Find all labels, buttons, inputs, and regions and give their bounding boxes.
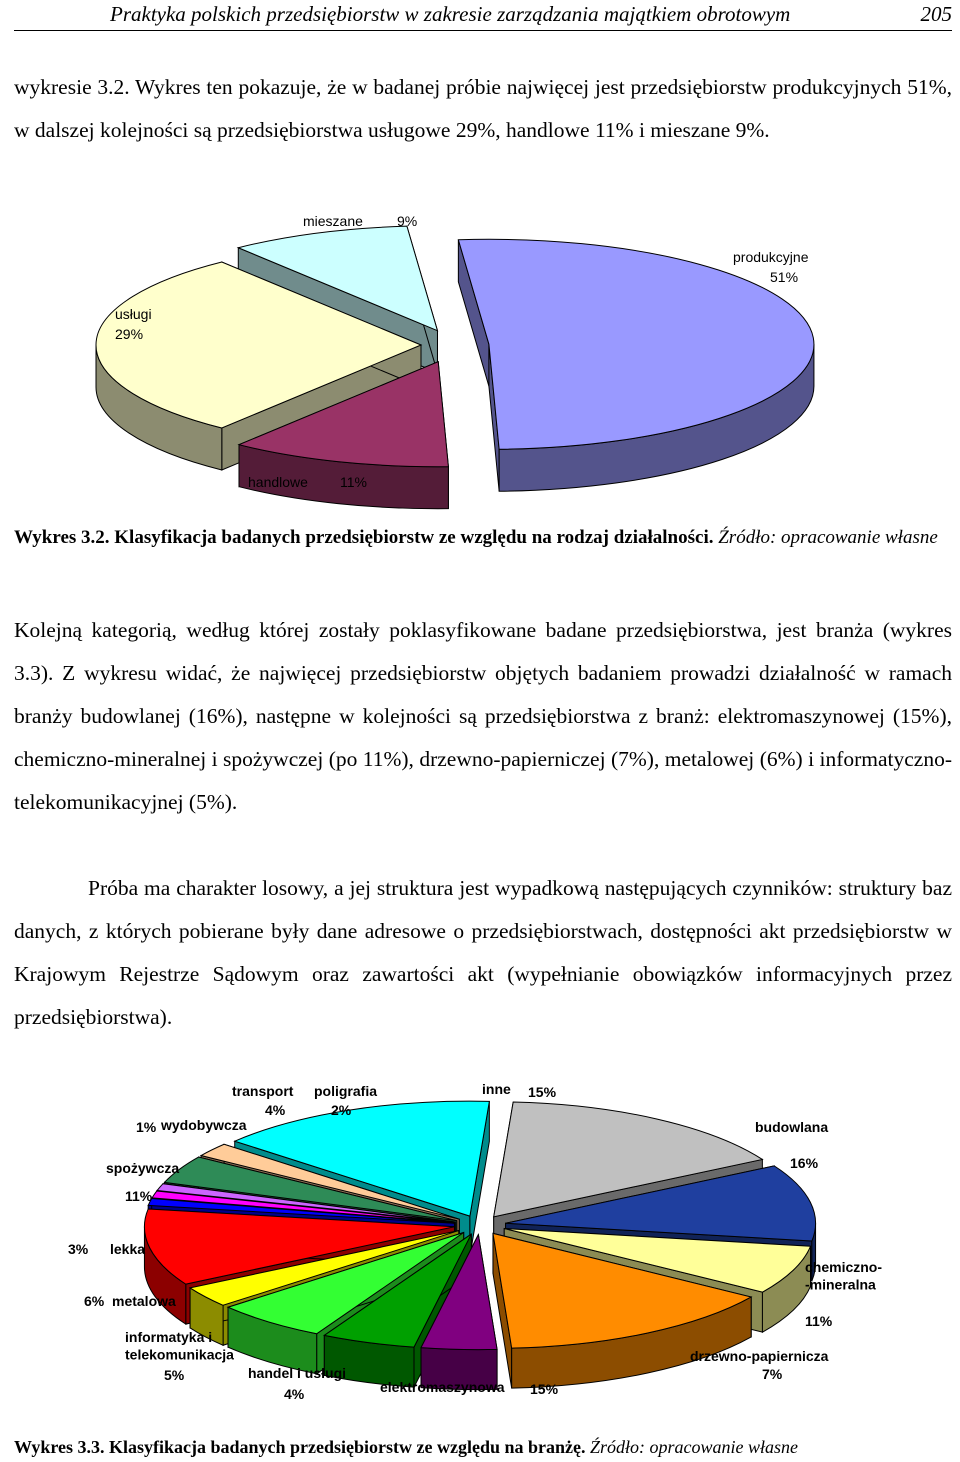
- caption-1-source: Źródło: opracowanie własne: [718, 527, 938, 548]
- value-drzewno-papiernicza: 7%: [762, 1366, 783, 1382]
- caption-2-source: Źródło: opracowanie własne: [590, 1437, 799, 1457]
- chart-business-type: [0, 190, 960, 630]
- chart-industry: [0, 1070, 960, 1430]
- value-lekka: 3%: [68, 1241, 89, 1257]
- figure-caption-1: [14, 525, 952, 550]
- value-informatyka-i-telekomunikacja: 5%: [164, 1367, 185, 1383]
- label-metalowa: metalowa: [112, 1293, 176, 1309]
- pie-slice-produkcyjne: [458, 239, 814, 491]
- caption-1-title: Wykres 3.2. Klasyfikacja badanych przedsiębiorstw ze względu na rodzaj działalności.: [14, 527, 714, 548]
- running-title: Praktyka polskich przedsiębiorstw w zakresie zarządzania majątkiem obrotowym: [110, 2, 791, 26]
- value-spożywcza: 11%: [125, 1188, 153, 1204]
- label-inne: inne: [482, 1081, 511, 1097]
- value-inne: 15%: [528, 1084, 557, 1100]
- running-header: [14, 0, 952, 31]
- value-handel-i-usługi: 4%: [284, 1386, 305, 1402]
- label-drzewno-papiernicza: drzewno-papiernicza: [690, 1348, 829, 1364]
- label-elektromaszynowa: elektromaszynowa: [380, 1379, 505, 1395]
- label-budowlana: budowlana: [755, 1119, 829, 1135]
- figure-caption-2: [14, 1435, 952, 1459]
- page-number: 205: [920, 2, 952, 26]
- paragraph-3: Próba ma charakter losowy, a jej struktura jest wypadkową następujących czynników: struktury baz danych, z których pobierane były dane adresowe o przedsiębiorstwach, dostępności akt przedsiębiorstw w Krajowym Rejestrze Sądowym oraz zawartości akt (wypełnianie obowiązków informacyjnych przez przedsiębiorstwa).: [14, 876, 952, 1029]
- label-spożywcza: spożywcza: [106, 1160, 180, 1176]
- value-elektromaszynowa: 15%: [530, 1381, 559, 1397]
- value-handlowe: 11%: [340, 474, 367, 490]
- label-wydobywcza: wydobywcza: [161, 1117, 247, 1133]
- label-transport: transport: [232, 1083, 294, 1099]
- label-usługi: usługi: [115, 306, 152, 322]
- value-budowlana: 16%: [790, 1155, 819, 1171]
- label-handlowe: handlowe: [248, 474, 308, 490]
- value-chemiczno-mineralna: 11%: [805, 1313, 833, 1329]
- label-poligrafia: poligrafia: [314, 1083, 378, 1099]
- value-mieszane: 9%: [397, 213, 418, 229]
- caption-2-title: Wykres 3.3. Klasyfikacja badanych przedsiębiorstw ze względu na branżę.: [14, 1437, 586, 1457]
- paragraph-2: Kolejną kategorią, według której zostały poklasyfikowane badane przedsiębiorstwa, jest branża (wykres 3.3). Z wykresu widać, że najwięcej przedsiębiorstw objętych badaniem prowadzi działalność w ramach branży budowlanej (16%), następne w kolejności są przedsiębiorstwa z branż: elektromaszynowej (15%), chemiczno-mineralnej i spożywczej (po 11%), drzewno-papierniczej (7%), metalowej (6%) i informatyczno-telekomunikacyjnej (5%).: [14, 618, 952, 814]
- label-chemiczno-mineralna: chemiczno--mineralna: [805, 1259, 883, 1293]
- value-metalowa: 6%: [84, 1293, 105, 1309]
- value-wydobywcza: 1%: [136, 1119, 157, 1135]
- value-usługi: 29%: [115, 326, 144, 342]
- label-lekka: lekka: [110, 1241, 146, 1257]
- value-transport: 4%: [265, 1102, 286, 1118]
- label-produkcyjne: produkcyjne: [733, 249, 809, 265]
- label-informatyka-i-telekomunikacja: informatyka i telekomunikacja: [125, 1329, 234, 1363]
- value-poligrafia: 2%: [331, 1102, 352, 1118]
- label-handel-i-usługi: handel i usługi: [248, 1365, 347, 1381]
- value-produkcyjne: 51%: [770, 269, 799, 285]
- label-mieszane: mieszane: [303, 213, 363, 229]
- paragraph-1: wykresie 3.2. Wykres ten pokazuje, że w badanej próbie najwięcej jest przedsiębiorstw produkcyjnych 51%, w dalszej kolejności są przedsiębiorstwa usługowe 29%, handlowe 11% i mieszane 9%.: [14, 75, 952, 142]
